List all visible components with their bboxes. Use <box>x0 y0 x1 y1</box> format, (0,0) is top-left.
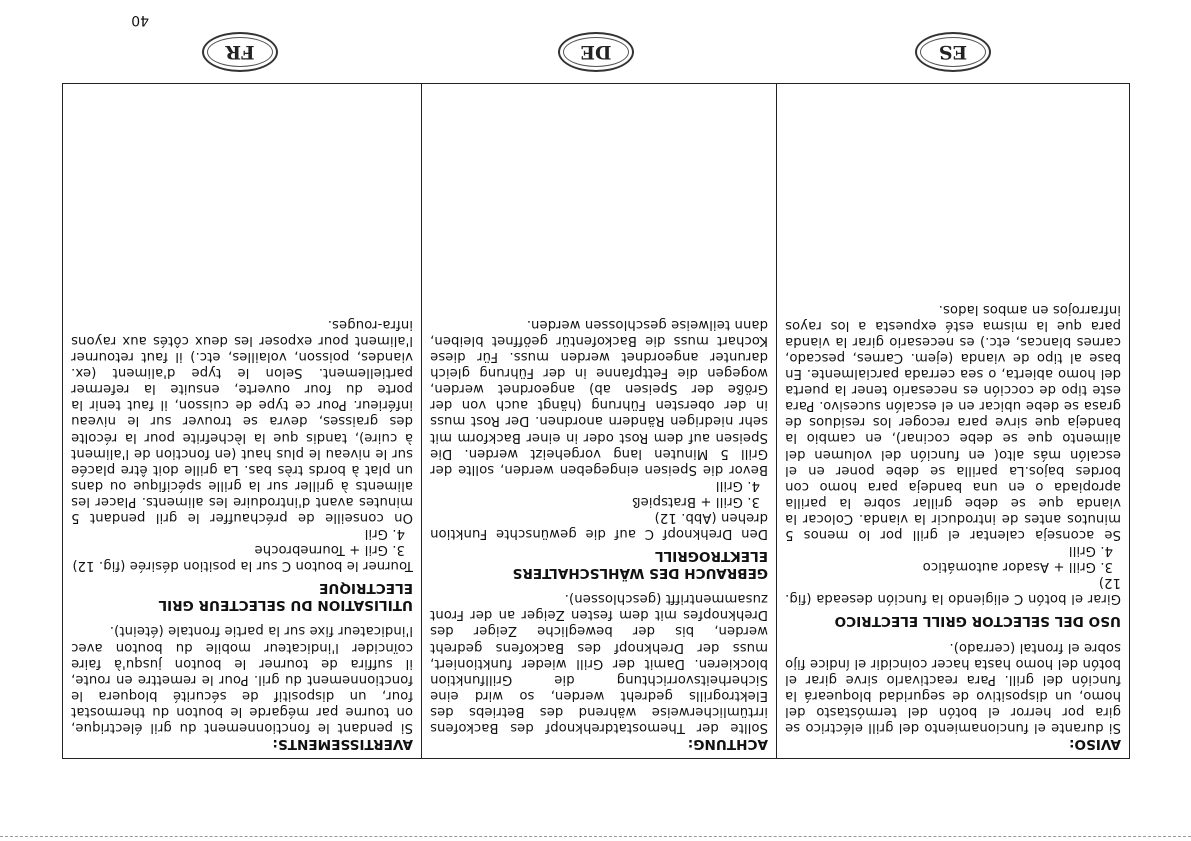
es-warning-title: AVISO: <box>1069 736 1121 752</box>
language-badge-de <box>558 32 634 72</box>
fr-section-title-line1: UTILISATION DU SELECTEUR GRIL <box>158 597 413 614</box>
de-section-title-line2: ELEKTROGRILL <box>654 548 768 565</box>
badge-de-label: DE <box>580 41 612 63</box>
de-warning-title: ACHTUNG: <box>687 736 768 752</box>
content-frame <box>62 83 1130 759</box>
de-section-title-line1: GEBRAUCH DES WÄHLSCHALTERS <box>512 565 768 582</box>
fr-section-title-line2: ELECTRIQUE <box>319 580 413 597</box>
page-number: 40 <box>131 12 149 28</box>
language-badge-fr <box>202 32 278 72</box>
fr-list-item-4: 4. Gril <box>364 526 405 542</box>
badge-fr-label: FR <box>225 41 255 63</box>
fr-intro: Tourner le bouton C sur la position désirée (fig. 12) <box>72 558 413 574</box>
column-german <box>421 84 776 758</box>
fr-body: On conseille de préchauffer le gril pendant 5 minutes avant d'introduire les aliments. Placer les aliments à griller sur la grille spécifique ou dans un plat à bords très bas. La grille doit être placée sur le niveau le plus haut (en fonction de l'aliment à cuire), tandis que la lèchefrite pour la récolte des graisses, devra se trouver sur le niveau inférieur. Pour ce type de cuisson, il faut tenir la porte du four ouverte, ensuite la refermer partiellement. Selon le type d'aliment (ex. viandes, poisson, volailles, etc.) il faut retourner l'aliment pour exposer les deux côtés aux rayons infra-rouges. <box>71 316 413 526</box>
fr-warning-title: AVERTISSEMENTS: <box>272 736 413 752</box>
es-section-title: USO DEL SELECTOR GRILL ELECTRICO <box>834 613 1121 630</box>
fr-warning-text: Si pendant le fonctionnement du gril électrique, on tourne par mégarde le bouton du thermostat four, un dispositif de sécurité bloquera le fonctionnement du gril. Pour le remettre en route, il suffira de tourner le bouton jusqu'à faire coïncider l'indicateur mobile du bouton avec l'indicateur fixe sur la partie frontale (éteint). <box>71 623 413 735</box>
column-spanish <box>776 84 1129 758</box>
es-list-item-3: 3. Grill + Asador automático <box>922 559 1113 575</box>
page-edge-rule <box>0 836 1191 837</box>
es-warning-text: Si durante el funcionamiento del grill eléctrico se gira por herror el botón del termóstasto del homo, un dispositivo de seguridad bloqueará la función del grill. Para reactivarlo sirve girar el botón del homo hasta hacer coincidir el índice fijo sobre el frontal (cerrado). <box>785 639 1121 735</box>
de-warning-text: Sollte der Themostatdrehknopf des Backofens irrtümlicherweise während des Betriebs des Elektrogrills gedreht werden, so wird eine Sicherheitsvorrichtung die Grillfunktion blockieren. Damit der Grill wieder funktioniert, muss der Drehknopf des Backofens gedreht werden, bis der bewegliche Zeiger des Drehknopfes mit dem festen Zeiger an der Front zusammentrifft (geschlossen). <box>430 591 768 735</box>
es-body: Se aconseja calentar el grill por lo menos 5 minutos antes de introducir la vianda. Colocar la vianda que se debe grillar sobre la parilla apropiada o en una bandeja para homo con bordes bajos.La parilla se debe poner en el escalón más alto( en función del volumen del alimento que se debe cocinar), en cambio la bandeja que sirve para recoger los residuos de grasa se debe ubicar en el escalón sucesivo. Para este tipo de cocción es necesario tener la puerta del homo abierta, o sea cerrada parcialmente. En base al tipo de vianda (ejem. Carnes, pescado, carnes blancas, etc.) es necesario girar la vianda para que la misma esté expuesta a los rayos infrarrojos en ambos lados. <box>785 301 1121 543</box>
fr-list-item-3: 3. Gril + Tournebroche <box>254 542 405 558</box>
de-list-item-3: 3. Grill + Bratspieß <box>632 493 760 509</box>
de-intro: Den Drehknopf C auf die gewünschte Funktion drehen (Abb. 12) <box>430 510 768 542</box>
es-list-item-4: 4. Grill <box>1068 543 1113 559</box>
column-french <box>63 84 421 758</box>
es-intro: Girar el botón C eligiendo la función deseada (fig. 12) <box>785 575 1121 607</box>
badge-es-label: ES <box>938 41 968 63</box>
de-body: Bevor die Speisen eingegeben werden, sollte der Grill 5 Minuten lang vorgeheizt werden. Die Speisen auf dem Rost oder in einer Backform mit sehr niedrigen Rändern anordnen. Der Rost muss in der obersten Führung (hängt auch von der Größe der Speisen ab) angeordnet werden, wogegen die Fettpfanne in der Führung gleich darunter angeordnet werden muss. Für diese Kochart muss die Backofentür geöffnet bleiben, dann teilweise geschlossen werden. <box>430 316 768 477</box>
language-badge-es <box>915 32 991 72</box>
de-list-item-4: 4. Grill <box>715 477 760 493</box>
